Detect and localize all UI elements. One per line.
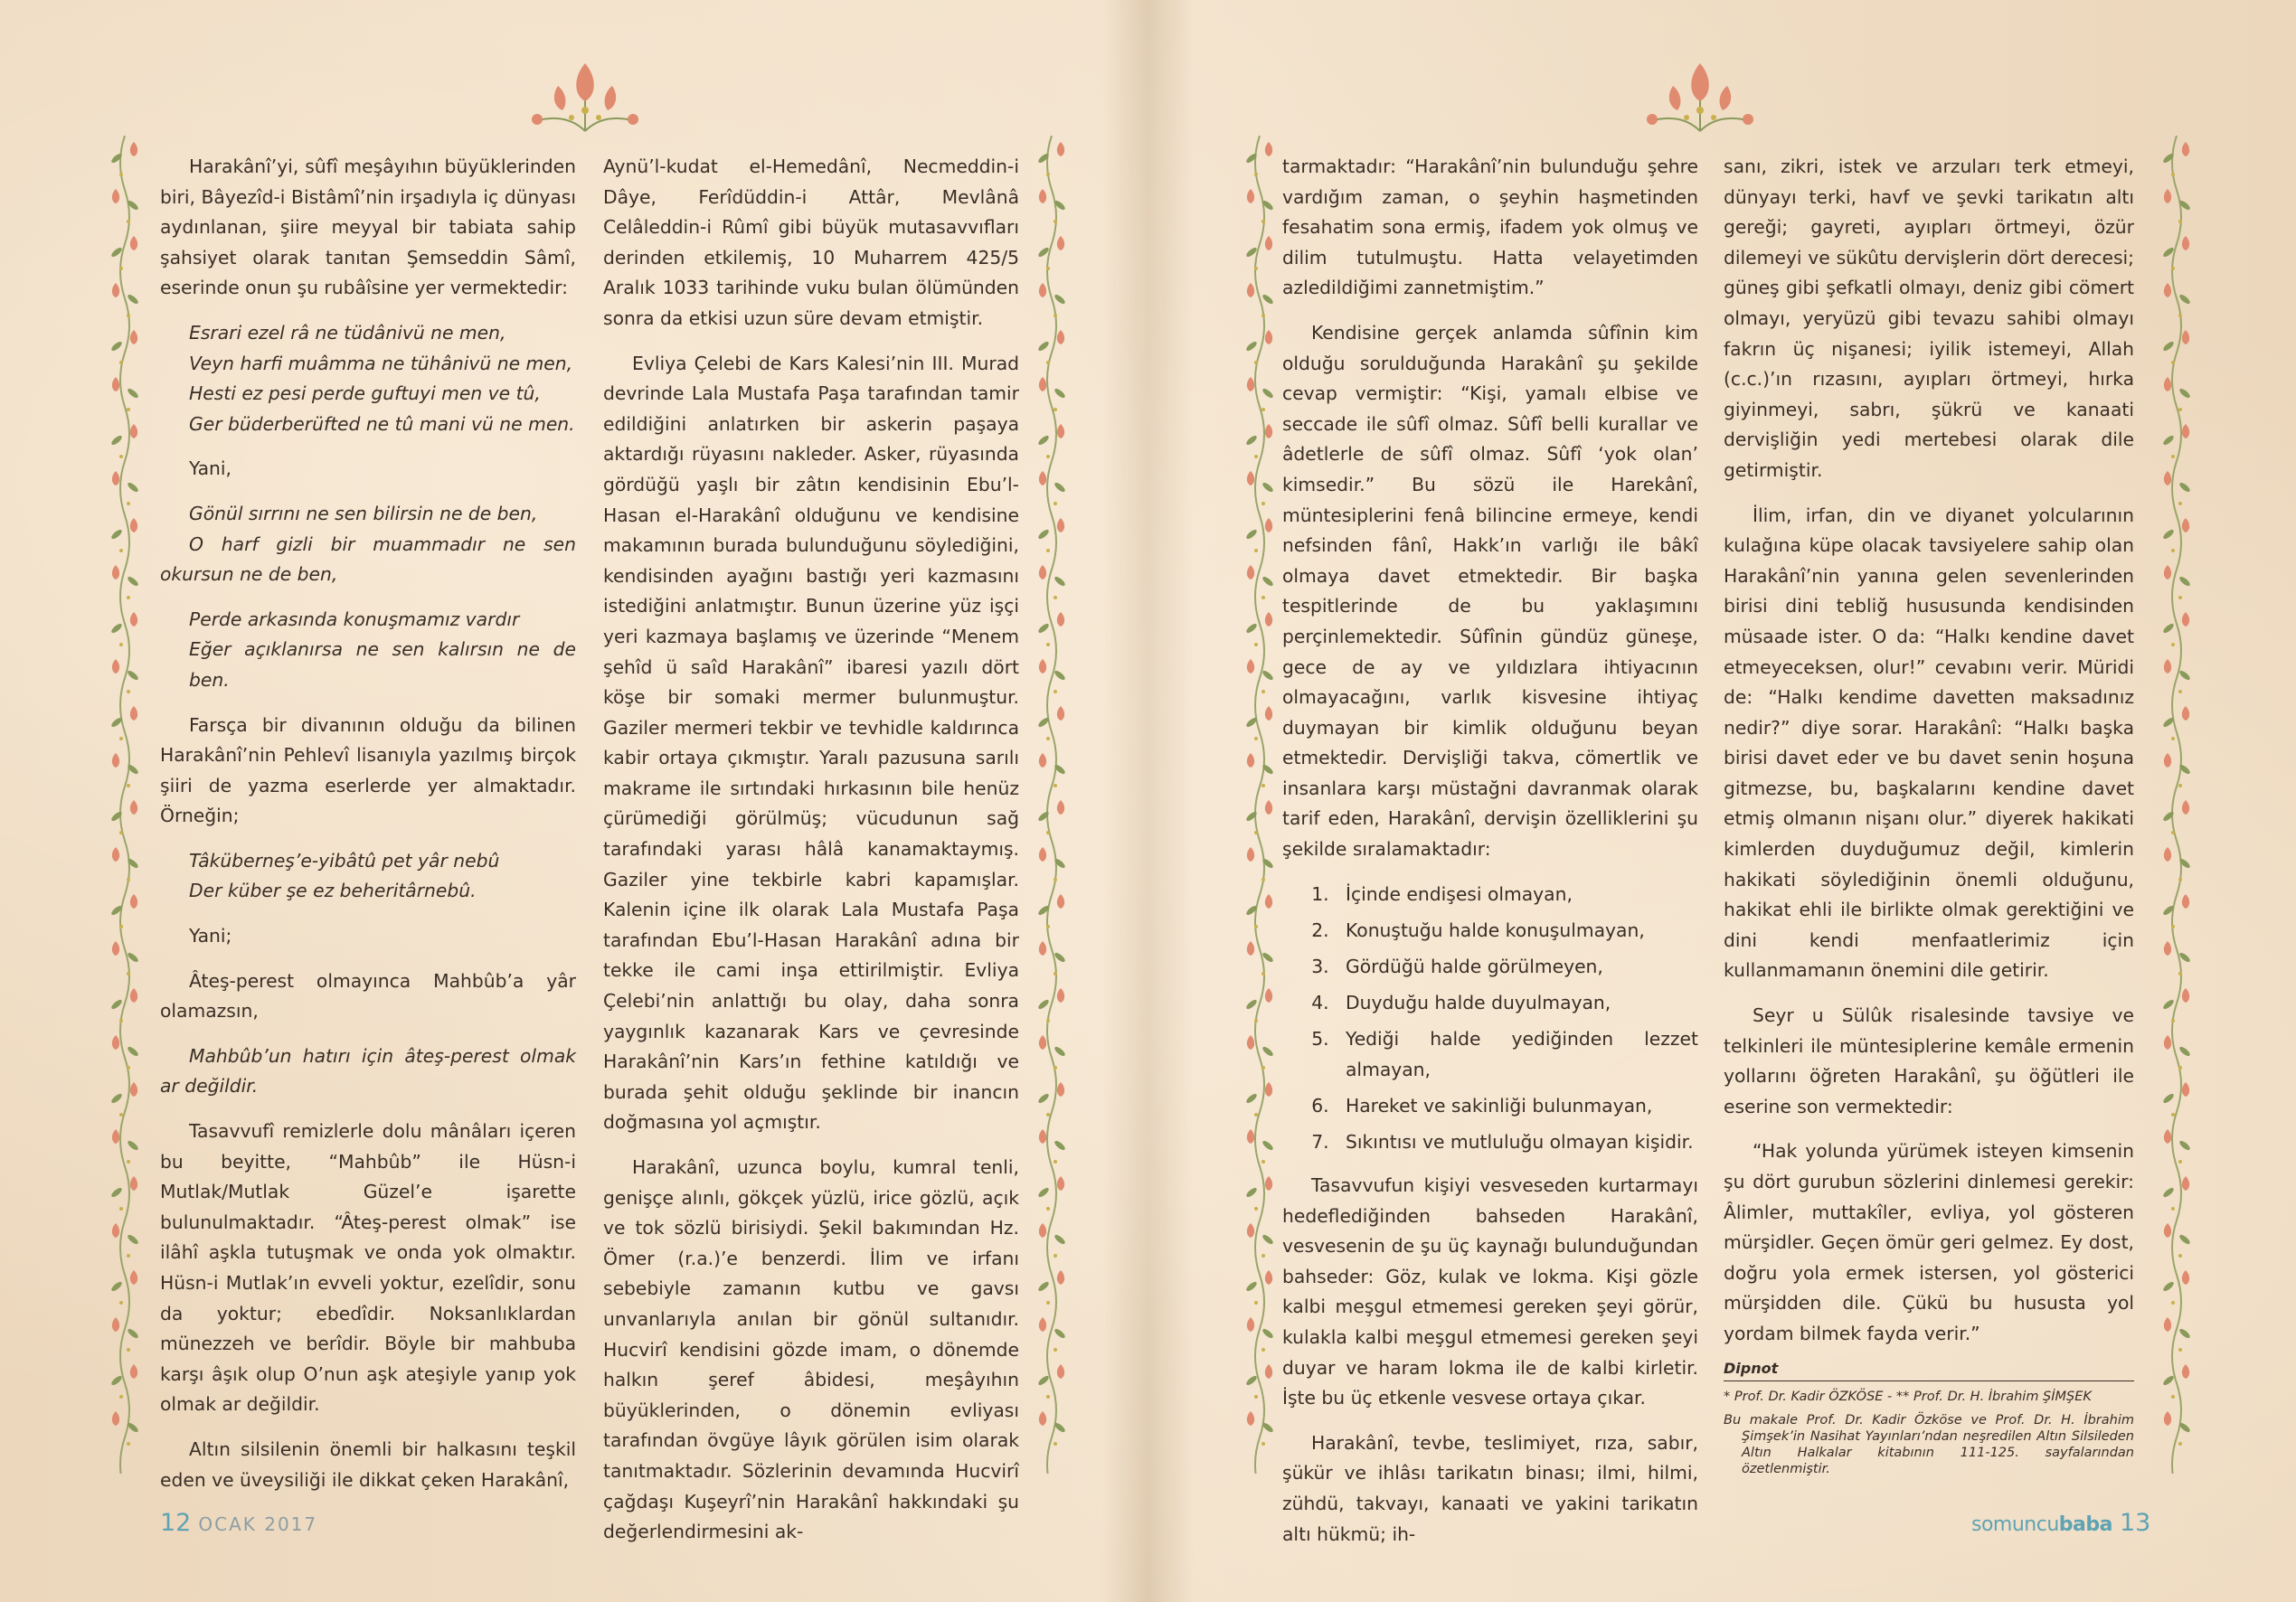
list-item: 1. İçinde endişesi olmayan, [1335, 880, 1698, 910]
verse-line: Eğer açıklanırsa ne sen kalırsın ne de ben. [189, 638, 576, 691]
verse [160, 846, 576, 907]
paragraph: sanı, zikri, istek ve arzuları terk etmeyi, dünyayı terki, havf ve şevki tarikatın altı gereği; gayreti, ayıpları örtmeyi, özür dilemeyi ve sükûtu dervişlerin dört derecesi; güneş gibi şefkatli olmayı, deniz gibi cömert olmayı, yeryüzü gibi tevazu sahibi olmayı fakrın üç nişanesi; iyilik istemeyi, Allah (c.c.)’ın rızasını, ayıpları örtmeyi, hırka giyinmeyi, sabrı, şükrü ve kanaati dervişliğin yedi mertebesi olarak dile getirmiştir. [1724, 155, 2134, 481]
paragraph: Aynü’l-kudat el-Hemedânî, Necmeddin-i Dâye, Ferîdüddin-i Attâr, Mevlânâ Celâleddin-i Rûmî gibi büyük mutasavvıfları derinden etkilemiş, 10 Muharrem 425/5 Aralık 1033 tarihinde vuku bulan ölümünden sonra da etkisi uzun süre devam etmiştir. [603, 155, 1019, 329]
verse [160, 499, 576, 590]
verse-line: Der küber şe ez beheritârnebû. [189, 880, 477, 902]
verse-line: Perde arkasında konuşmamız vardır [189, 608, 520, 630]
floral-vine-border-icon [107, 136, 143, 1474]
list-item: 2. Konuştuğu halde konuşulmayan, [1335, 916, 1698, 947]
paragraph: tarmaktadır: “Harakânî’nin bulunduğu şehre vardığım zaman, o şeyhin haşmetinden fesahatim sona ermiş, ifadem yok olmuş ve dilim tutulmuştu. Hatta velayetimden azledildiğimi zannetmiştim.” [1282, 155, 1698, 299]
right-column-1 [1282, 152, 1698, 1564]
right-page [1148, 0, 2296, 1602]
floral-vine-border-icon [2159, 136, 2195, 1474]
paragraph: Yani, [189, 457, 231, 480]
footnote-note: Bu makale Prof. Dr. Kadir Özköse ve Prof. Dr. H. İbrahim Şimşek’in Nasihat Yayınları’ndan neşredilen Altın Silsileden Altın Halkalar kitabının 111-125. sayfalarından özetlenmiştir. [1724, 1412, 2134, 1476]
verse-line: Gönül sırrını ne sen bilirsin ne de ben, [189, 502, 538, 524]
list-item: 3. Gördüğü halde görülmeyen, [1335, 952, 1698, 983]
paragraph: Âteş-perest olmayınca Mahbûb’a yâr olamazsın, [160, 969, 576, 1022]
verse-line: O harf gizli bir muammadır ne sen okursun ne de ben, [160, 532, 576, 586]
footnote-title: Dipnot [1724, 1359, 2134, 1381]
verse [160, 605, 576, 696]
paragraph: Tasavvufun kişiyi vesveseden kurtarmayı hedeflediğinden bahseden Harakânî, vesvesenin de şu üç kaynağı bulunduğundan bahseder: Göz, kulak ve lokma. Kişi gözle kalbi meşgul etmemesi gereken şeyi görür, kulakla kalbi meşgul etmemesi gereken şeyi duyar ve haram lokma ile de kalbi kirletir. İşte bu üç etkenle vesvese ortaya çıkar. [1282, 1173, 1698, 1409]
paragraph: “Hak yolunda yürümek isteyen kimsenin şu dört gurubun sözlerini dinlemesi gerekir: Âlimler, muttakîler, evliya, yol gösteren mürşidler. Geçen ömür geri gelmez. Ey dost, doğru yola ermek istersen, yol gösterici mürşidden dile. Çükü bu hususta yol yordam bilmek fayda verir.” [1724, 1140, 2134, 1344]
paragraph: Evliya Çelebi de Kars Kalesi’nin III. Murad devrinde Lala Mustafa Paşa tarafından tamir edildiğini anlatırken bir askerin paşaya aktardığı rüyasını nakleder. Asker, rüyasında gördüğü yaşlı bir zâtın kendisinin Ebu’l-Hasan el-Harakânî olduğunu ve kendisine makamının burada bulunduğunu söylediğini, kendisinden ayağını bastığı yeri kazmasını istediğini anlatmıştır. Bunun üzerine yüz işçi yeri kazmaya başlamış ve üzerinde “Menem şehîd ü saîd Harakânî” ibaresi yazılı dört köşe bir somaki mermer bulunmuştur. Gaziler mermeri tekbir ve tevhidle kaldırınca kabir ortaya çıkmıştır. Yaralı pazusuna sarılı makrame ile sırtındaki hırkasının bile henüz çürümediği görülmüş; vücudunun sağ tarafındaki yarası hâlâ kanamaktaymış. Gaziler yine tekbirle kabri kapamışlar. Kalenin içine ilk olarak Lala Mustafa Paşa tarafından Ebu’l-Hasan Harakânî adına bir tekke ile cami inşa ettirilmiştir. Evliya Çelebi’nin anlattığı bu olay, daha sonra yaygınlık kazanarak Kars ve çevresinde Harakânî’nin Kars’ın fethine katıldığı ve burada şehit olduğu şeklinde bir inancın doğmasına yol açmıştır. [603, 352, 1019, 1134]
verse-line: Esrari ezel râ ne tüdânivü ne men, [189, 321, 506, 344]
paragraph: Harakânî, tevbe, teslimiyet, rıza, sabır, şükür ve ihlâsı tarikatın binası; ilmi, hilmi, zühdü, takvayı, kanaati ve yakini tarikatın altı hükmü; ih- [1282, 1431, 1698, 1545]
list-item: 6. Hareket ve sakinliği bulunmayan, [1335, 1091, 1698, 1122]
page-number: 13 [2119, 1509, 2151, 1537]
footnote [1724, 1389, 2134, 1477]
list-item: 7. Sıkıntısı ve mutluluğu olmayan kişidir. [1335, 1127, 1698, 1158]
verse-line: Veyn harfi muâmma ne tühânivü ne men, [189, 352, 573, 374]
list-item: 5. Yediği halde yediğinden lezzet almayan, [1335, 1024, 1698, 1085]
paragraph: Tasavvufî remizlerle dolu mânâları içeren bu beyitte, “Mahbûb” ile Hüsn-i Mutlak/Mutlak Güzel’e işarette bulunulmaktadır. “Âteş-perest olmak” ise ilâhî aşkla tutuşmak ve onda yok olmaktır. Hüsn-i Mutlak’ın evveli yoktur, ezelîdir, sonu da yoktur; ebedîdir. Noksanlıklardan münezzeh ve berîdir. Böyle bir mahbuba karşı âşık olup O’nun aşk ateşiyle yanıp yok olmak ar değildir. [160, 1120, 576, 1416]
paragraph: İlim, irfan, din ve diyanet yolcularının kulağına küpe olacak tavsiyelere sahip olan Harakânî’nin yanına gelen sevenlerinden birisi dini tebliğ hususunda kendisinden müsaade ister. O da: “Halkı kendine davet etmeyeceksen, olur!” cevabını verir. Müridi de: “Halkı kendime davetten maksadınız nedir?” diye sorar. Harakânî: “Halkı başka birisi davet eder ve bu davet senin hoşuna gitmezse, bu, başkalarını kendine davet etmiş olmanın nişanı olur.” diyerek hakikati kimlerden duyduğumuz değil, kimlerin hakikati söylediğinin önemli olduğunu, hakikat ehli ile birlikte olmak gerektiğini ve dini kendi menfaatlerimiz için kullanmamanın önemini dile getirir. [1724, 504, 2134, 982]
floral-vine-border-icon [1034, 136, 1070, 1474]
dervish-traits-list [1282, 880, 1698, 1158]
verse-line: Hesti ez pesi perde guftuyi men ve tû, [189, 382, 541, 405]
verse-line: Tâküberneş’e-yibâtû pet yâr nebû [189, 849, 500, 872]
magazine-brand: somuncubaba [1971, 1513, 2112, 1536]
paragraph: Harakânî, uzunca boylu, kumral tenli, genişçe alınlı, gökçek yüzlü, irice gözlü, açık ve tok sözlü birisiydi. Şekil bakımından Hz. Ömer (r.a.)’e benzerdi. İlim ve irfanı sebebiyle zamanın kutbu ve gavsı unvanlarıyla anılan bir gönül sultanıdır. Hucvirî kendisini gözde imam, o dönemde halkın şeref âbidesi, meşâyıhın büyüklerinden, o dönemin evliyası tarafından övgüye lâyık görülen isim olarak tanıtmaktadır. Sözlerinin devamında Hucvirî çağdaşı Kuşeyrî’nin Harakânî hakkındaki şu değerlendirmesini ak- [603, 1156, 1019, 1543]
paragraph: Seyr u Sülûk risalesinde tavsiye ve telkinleri ile müntesiplerine kemâle ermenin yollarını öğreten Harakânî, şu öğütleri ile eserine son vermektedir: [1724, 1004, 2134, 1117]
footnote-authors: * Prof. Dr. Kadir ÖZKÖSE - ** Prof. Dr. H. İbrahim ŞİMŞEK [1724, 1389, 2092, 1404]
page-number: 12 [160, 1509, 192, 1537]
floral-vine-border-icon [1242, 136, 1278, 1474]
verse: Mahbûb’un hatırı için âteş-perest olmak ar değildir. [160, 1044, 576, 1098]
paragraph: Yani; [189, 925, 232, 947]
issue-date: OCAK 2017 [198, 1513, 318, 1535]
page-number-left [160, 1510, 317, 1538]
paragraph: Kendisine gerçek anlamda sûfînin kim olduğu sorulduğunda Harakânî şu şekilde cevap vermiştir: “Kişi, yamalı elbise ve seccade ile sûfî olmaz. Sûfî belli kurallar ve âdetlerle de sûfî olmaz. Sûfî ‘yok olan’ kimsedir.” Bu sözü ile Harekânî, müntesiplerini fenâ bilincine ermeye, kendi nefsinden fânî, Hakk’ın varlığı ile bâkî olmaya davet etmektedir. Bir başka tespitlerinde de bu yaklaşımını perçinlemektedir. Sûfînin gündüz güneşe, gece de ay ve yıldızlara ihtiyacının olmayacağını, varlık kisvesine ihtiyaç duymayan bir kimlik olduğunu beyan etmektedir. Dervişliği takva, cömertlik ve insanlara karşı müstağni davranmak olarak tarif eden, Harakânî, dervişin özelliklerini şu şekilde sıralamaktadır: [1282, 321, 1698, 861]
list-item: 4. Duyduğu halde duyulmayan, [1335, 988, 1698, 1019]
paragraph: Altın silsilenin önemli bir halkasını teşkil eden ve üveysiliği ile dikkat çeken Harakânî, [160, 1437, 576, 1491]
verse [160, 318, 576, 439]
left-column-1 [160, 152, 576, 1510]
paragraph: Farsça bir divanının olduğu da bilinen Harakânî’nin Pehlevî lisanıyla yazılmış birçok şiiri de yazma eserlerde yer almaktadır. Örneğin; [160, 713, 576, 827]
right-column-2 [1724, 152, 2134, 1477]
tulip-ornament-icon [1632, 54, 1768, 136]
page-number-right [1971, 1509, 2151, 1539]
paragraph: Harakânî’yi, sûfî meşâyıhın büyüklerinden biri, Bâyezîd-i Bistâmî’nin irşadıyla iç dünyası aydınlanan, şiire meyyal bir tabiata sahip şahsiyet olarak tanıtan Şemseddin Sâmî, eserinde onun şu rubâîsine yer vermektedir: [160, 155, 576, 299]
verse-line: Ger büderberüfted ne tû mani vü ne men. [189, 412, 575, 435]
left-column-2 [603, 152, 1019, 1562]
tulip-ornament-icon [517, 54, 653, 136]
